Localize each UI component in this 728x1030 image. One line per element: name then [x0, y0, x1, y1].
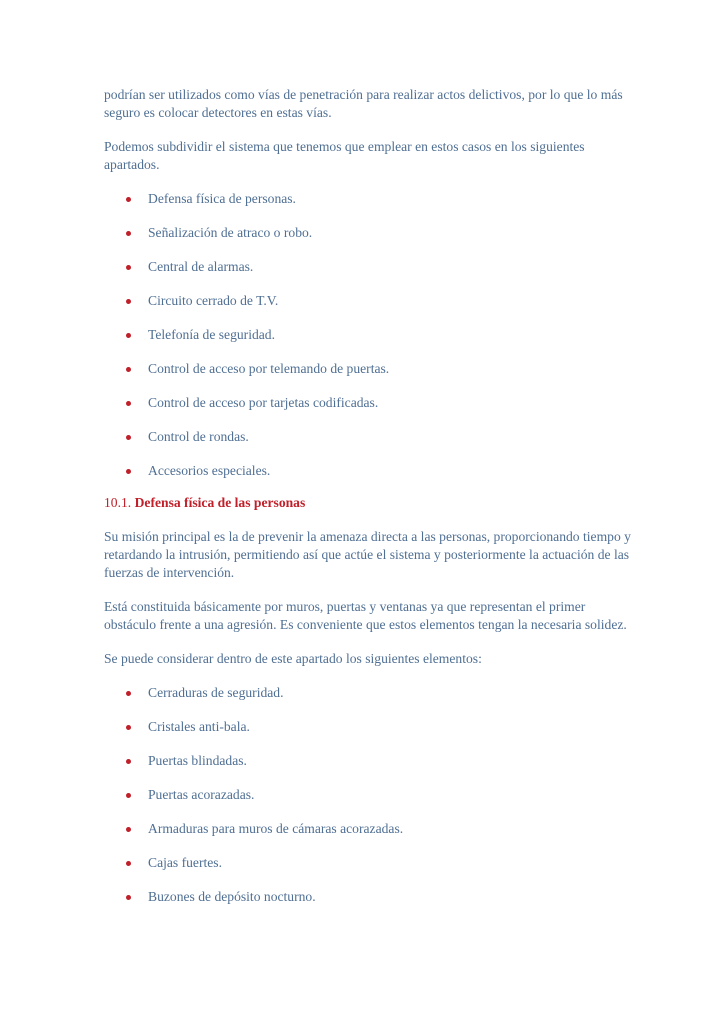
- list-item: Señalización de atraco o robo.: [104, 224, 634, 258]
- paragraph-elementos: Se puede considerar dentro de este apartado los siguientes elementos:: [104, 651, 482, 666]
- list-item: Cajas fuertes.: [104, 854, 634, 888]
- bullet-icon: [126, 759, 131, 764]
- paragraph-mision: Su misión principal es la de prevenir la amenaza directa a las personas, proporcionando tiempo y retardando la intrusión, permitiendo así que actúe el sistema y posteriormente la actuación de las fuerzas de intervención.: [104, 529, 631, 580]
- list-item: Control de acceso por telemando de puertas.: [104, 360, 634, 394]
- bullet-icon: [126, 435, 131, 440]
- list-item: Puertas acorazadas.: [104, 786, 634, 820]
- paragraph-intro: podrían ser utilizados como vías de penetración para realizar actos delictivos, por lo que lo más seguro es colocar detectores en estas vías.: [104, 87, 623, 120]
- bullet-icon: [126, 895, 131, 900]
- bullet-list-apartados: [104, 190, 634, 496]
- bullet-icon: [126, 367, 131, 372]
- list-item: Control de acceso por tarjetas codificadas.: [104, 394, 634, 428]
- list-item: Buzones de depósito nocturno.: [104, 888, 634, 922]
- list-item: Control de rondas.: [104, 428, 634, 462]
- bullet-icon: [126, 299, 131, 304]
- bullet-icon: [126, 793, 131, 798]
- paragraph-subdivision: Podemos subdividir el sistema que tenemos que emplear en estos casos en los siguientes apartados.: [104, 139, 585, 172]
- bullet-icon: [126, 197, 131, 202]
- bullet-icon: [126, 333, 131, 338]
- list-item: Circuito cerrado de T.V.: [104, 292, 634, 326]
- list-item: Accesorios especiales.: [104, 462, 634, 496]
- section-number: 10.1.: [104, 495, 132, 510]
- list-item: Cristales anti-bala.: [104, 718, 634, 752]
- bullet-list-elementos: [104, 684, 634, 922]
- bullet-icon: [126, 265, 131, 270]
- bullet-icon: [126, 469, 131, 474]
- document-page: [104, 86, 634, 922]
- bullet-icon: [126, 861, 131, 866]
- list-item: Telefonía de seguridad.: [104, 326, 634, 360]
- list-item: Armaduras para muros de cámaras acorazadas.: [104, 820, 634, 854]
- list-item: Central de alarmas.: [104, 258, 634, 292]
- bullet-icon: [126, 691, 131, 696]
- paragraph-constitucion: Está constituida básicamente por muros, puertas y ventanas ya que representan el primer obstáculo frente a una agresión. Es conveniente que estos elementos tengan la necesaria solidez.: [104, 599, 627, 632]
- section-title: Defensa física de las personas: [134, 495, 306, 510]
- list-item: Puertas blindadas.: [104, 752, 634, 786]
- list-item: Cerraduras de seguridad.: [104, 684, 634, 718]
- bullet-icon: [126, 401, 131, 406]
- list-item: Defensa física de personas.: [104, 190, 634, 224]
- bullet-icon: [126, 827, 131, 832]
- section-heading: [104, 494, 634, 512]
- bullet-icon: [126, 231, 131, 236]
- bullet-icon: [126, 725, 131, 730]
